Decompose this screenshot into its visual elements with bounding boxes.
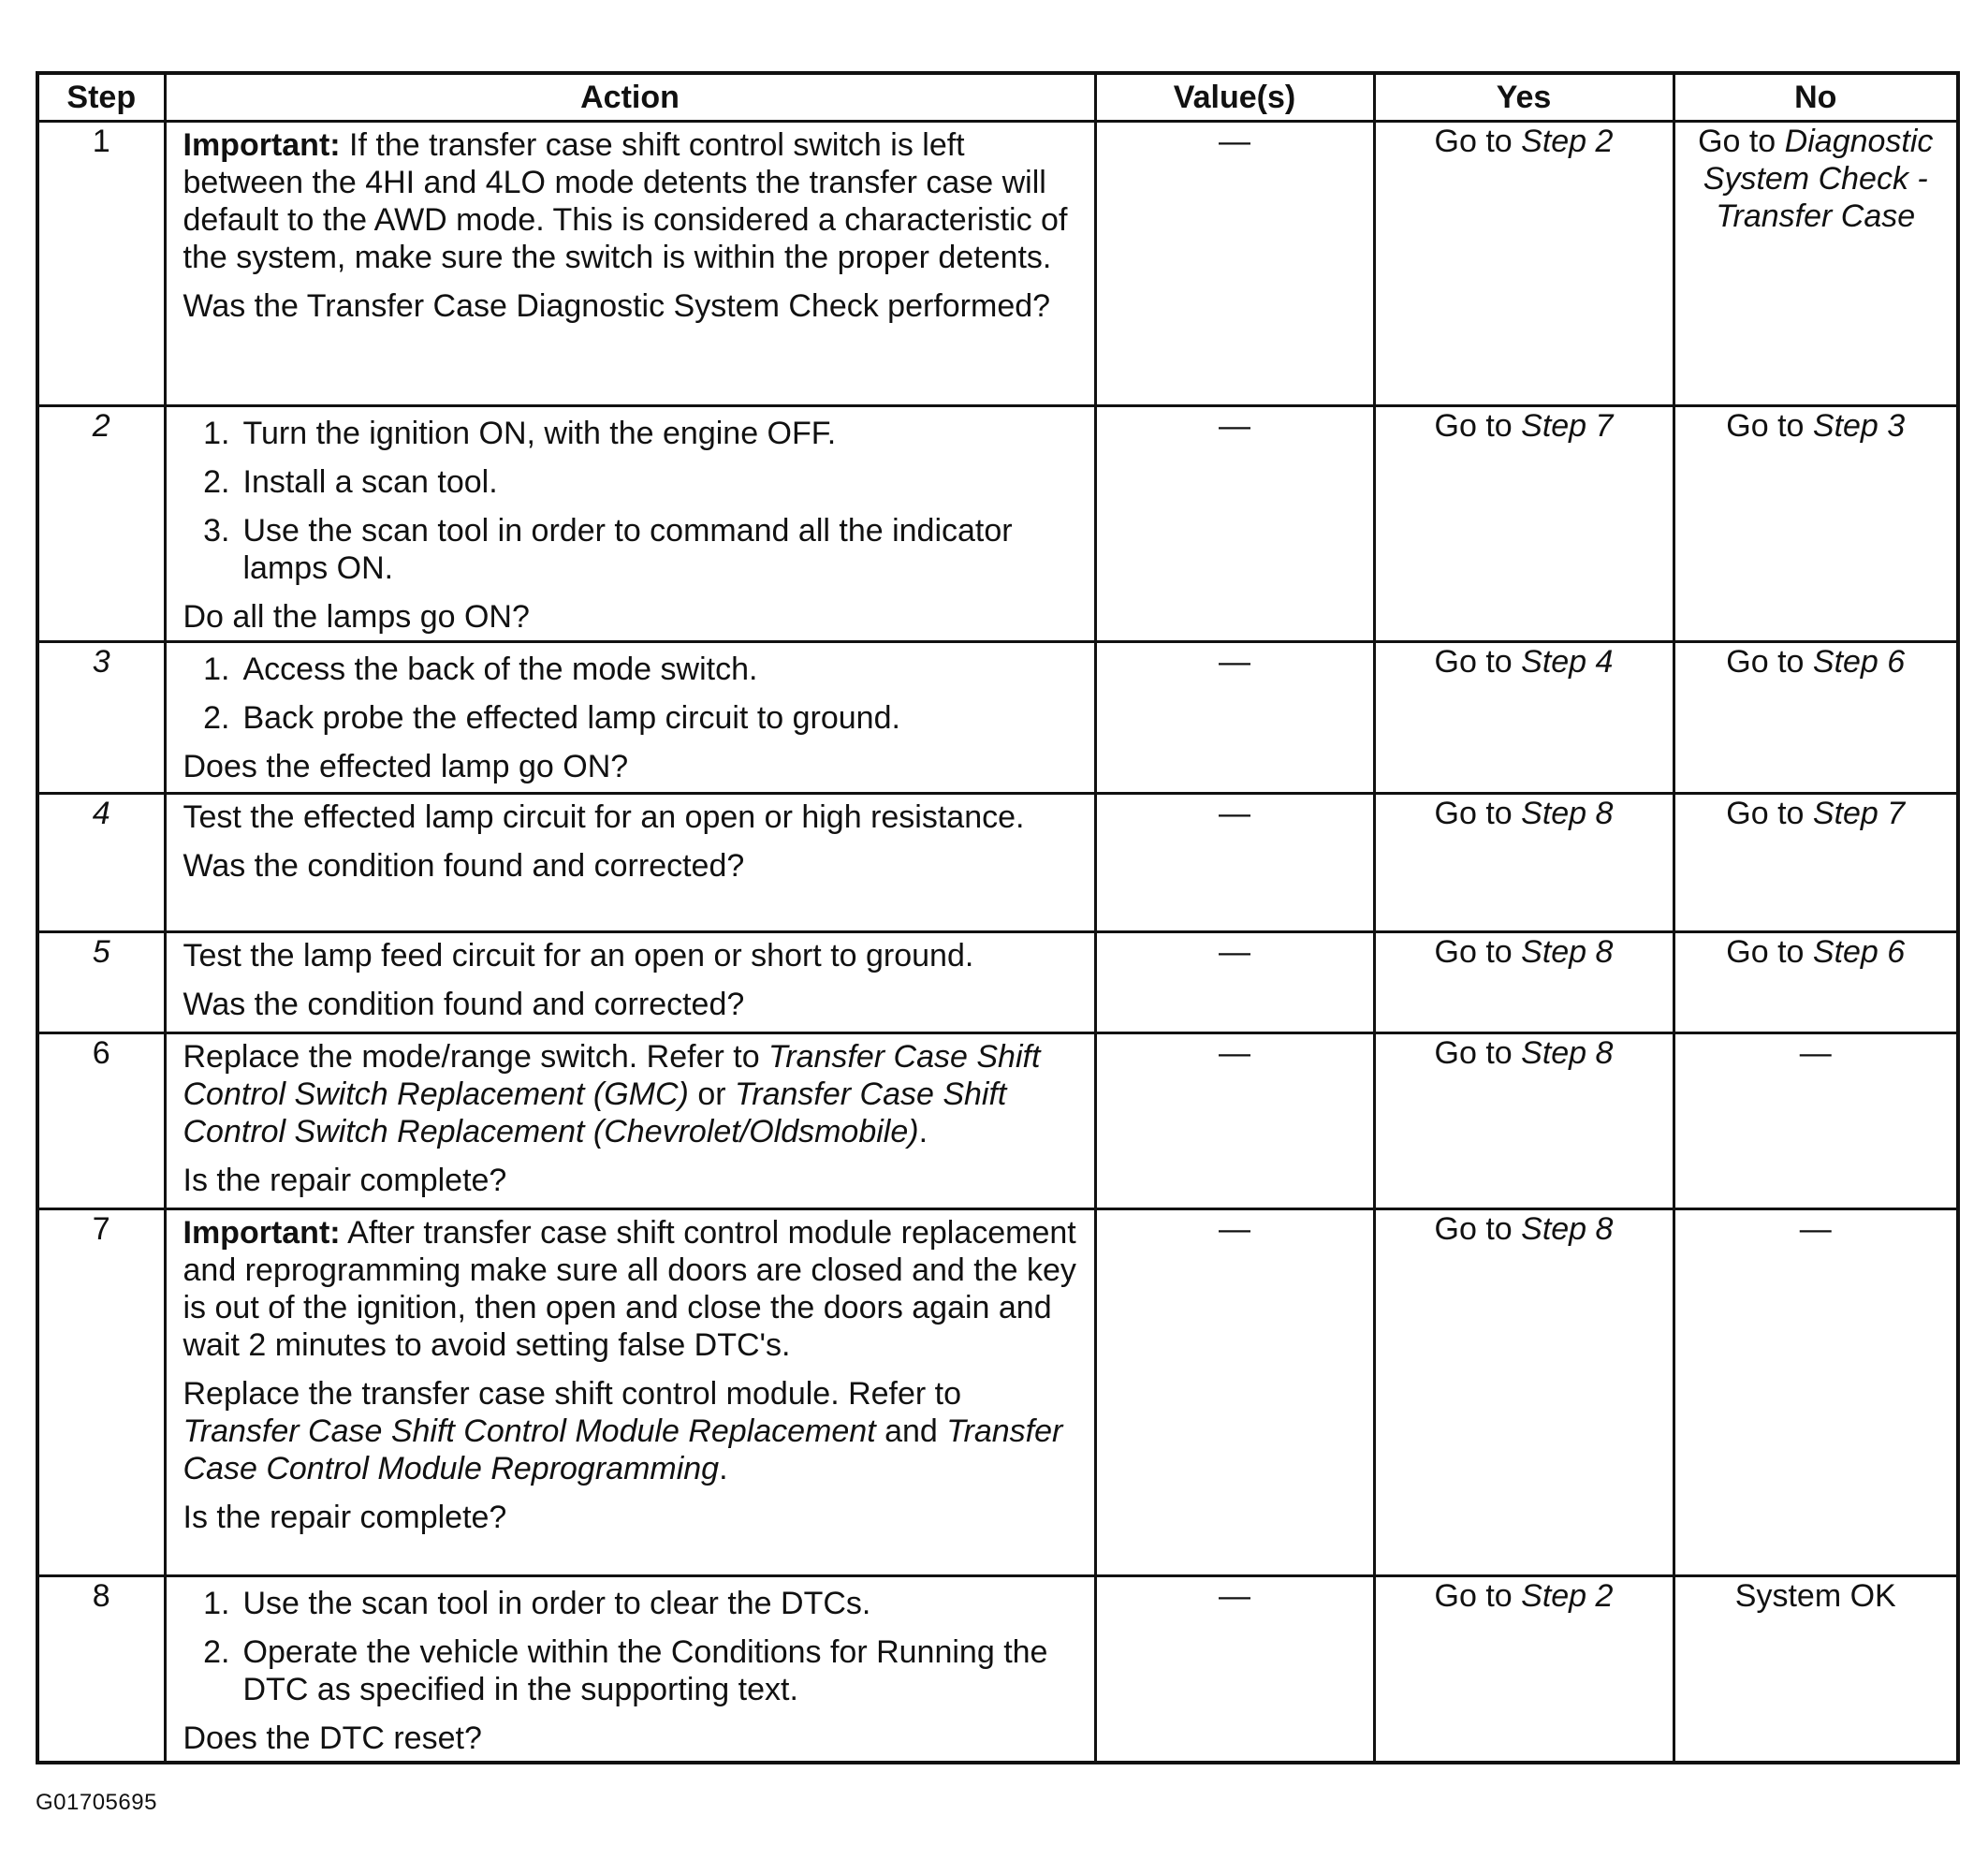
list-item-text: Use the scan tool in order to clear the DTCs.	[242, 1586, 871, 1621]
yes-cell	[1374, 794, 1674, 932]
header-yes: Yes	[1374, 73, 1674, 122]
step-number: 6	[37, 1033, 165, 1209]
yes-step-link[interactable]: Step 2	[1521, 124, 1614, 159]
list-item	[183, 1585, 1085, 1622]
action-cell	[165, 642, 1095, 794]
table-row	[37, 1033, 1958, 1209]
value-cell: —	[1095, 932, 1374, 1033]
action-cell	[165, 1033, 1095, 1209]
action-text-part: .	[719, 1451, 728, 1486]
no-prefix: Go to	[1726, 934, 1813, 970]
step-number: 3	[37, 642, 165, 794]
question: Does the effected lamp go ON?	[183, 749, 629, 784]
list-item-number: 1.	[203, 652, 230, 687]
header-step: Step	[37, 73, 165, 122]
list-item-number: 2.	[203, 464, 230, 500]
header-values: Value(s)	[1095, 73, 1374, 122]
list-item-text: Operate the vehicle within the Conditions for Running the DTC as specified in the supporting text.	[242, 1634, 1048, 1707]
action-text	[183, 1038, 1085, 1150]
reference-link[interactable]: Transfer Case Control Module Reprogramming	[183, 1413, 1063, 1486]
action-text-part: Replace the mode/range switch. Refer to	[183, 1039, 769, 1075]
no-step-link[interactable]: Step 3	[1812, 408, 1906, 444]
yes-step-link[interactable]: Step 8	[1521, 1211, 1614, 1247]
diagnostic-table	[36, 71, 1960, 1764]
no-cell	[1674, 932, 1958, 1033]
no-step-link[interactable]: Diagnostic System Check - Transfer Case	[1703, 124, 1934, 234]
no-cell: —	[1674, 1033, 1958, 1209]
value-cell: —	[1095, 1576, 1374, 1764]
question: Is the repair complete?	[183, 1500, 507, 1535]
action-cell	[165, 932, 1095, 1033]
no-prefix: Go to	[1726, 408, 1813, 444]
list-item-number: 2.	[203, 700, 230, 736]
no-prefix: Go to	[1726, 796, 1813, 831]
question: Was the condition found and corrected?	[183, 848, 745, 884]
figure-id: G01705695	[36, 1790, 157, 1815]
yes-prefix: Go to	[1434, 124, 1522, 159]
action-cell	[165, 1576, 1095, 1764]
step-number: 8	[37, 1576, 165, 1764]
action-text: Test the lamp feed circuit for an open or short to ground.	[183, 938, 974, 974]
reference-link[interactable]: Transfer Case Shift Control Switch Replacement (Chevrolet/Oldsmobile)	[183, 1076, 1007, 1149]
yes-step-link[interactable]: Step 2	[1521, 1578, 1614, 1614]
value-cell: —	[1095, 794, 1374, 932]
yes-prefix: Go to	[1434, 1578, 1522, 1614]
list-item-text: Access the back of the mode switch.	[242, 652, 758, 687]
yes-cell	[1374, 1209, 1674, 1576]
action-text-part: .	[918, 1114, 928, 1149]
step-number: 2	[37, 406, 165, 642]
list-item-text: Turn the ignition ON, with the engine OFF.	[242, 416, 837, 451]
procedure-list	[183, 651, 1085, 737]
list-item	[183, 651, 1085, 688]
no-step-link[interactable]: Step 6	[1812, 644, 1906, 680]
important-text: If the transfer case shift control switch is left between the 4HI and 4LO mode detents the transfer case will default to the AWD mode. This is considered a characteristic of the system, make sure the switch is within the proper detents.	[183, 127, 1068, 275]
header-row	[37, 73, 1958, 122]
table-row	[37, 406, 1958, 642]
value-cell: —	[1095, 1209, 1374, 1576]
yes-cell	[1374, 642, 1674, 794]
action-text: Test the effected lamp circuit for an open or high resistance.	[183, 799, 1025, 835]
no-cell: —	[1674, 1209, 1958, 1576]
no-cell	[1674, 406, 1958, 642]
reference-link[interactable]: Transfer Case Shift Control Module Replacement	[183, 1413, 876, 1449]
list-item-text: Back probe the effected lamp circuit to ground.	[242, 700, 900, 736]
action-text	[183, 1375, 1085, 1487]
important-label: Important:	[183, 127, 341, 163]
no-cell	[1674, 794, 1958, 932]
list-item	[183, 512, 1085, 587]
action-text-part: and	[875, 1413, 947, 1449]
yes-cell	[1374, 406, 1674, 642]
yes-step-link[interactable]: Step 4	[1521, 644, 1614, 680]
yes-cell	[1374, 932, 1674, 1033]
yes-prefix: Go to	[1434, 934, 1522, 970]
list-item-number: 1.	[203, 1586, 230, 1621]
table-row	[37, 122, 1958, 406]
step-number: 7	[37, 1209, 165, 1576]
value-cell: —	[1095, 406, 1374, 642]
table-row	[37, 1209, 1958, 1576]
action-cell	[165, 1209, 1095, 1576]
procedure-list	[183, 1585, 1085, 1708]
list-item-number: 2.	[203, 1634, 230, 1670]
list-item	[183, 699, 1085, 737]
action-text-part: Replace the transfer case shift control module. Refer to	[183, 1376, 962, 1412]
table-row	[37, 932, 1958, 1033]
yes-prefix: Go to	[1434, 1211, 1522, 1247]
no-prefix: Go to	[1698, 124, 1785, 159]
list-item-number: 1.	[203, 416, 230, 451]
yes-prefix: Go to	[1434, 1035, 1522, 1071]
yes-prefix: Go to	[1434, 408, 1522, 444]
value-cell: —	[1095, 1033, 1374, 1209]
list-item	[183, 1633, 1085, 1708]
yes-cell	[1374, 1033, 1674, 1209]
step-number: 4	[37, 794, 165, 932]
reference-link[interactable]: Transfer Case Shift Control Switch Replacement (GMC)	[183, 1039, 1041, 1112]
list-item	[183, 415, 1085, 452]
action-cell	[165, 794, 1095, 932]
no-cell: System OK	[1674, 1576, 1958, 1764]
no-prefix: Go to	[1726, 644, 1813, 680]
list-item-text: Install a scan tool.	[242, 464, 498, 500]
yes-cell	[1374, 1576, 1674, 1764]
no-cell	[1674, 122, 1958, 406]
action-cell	[165, 122, 1095, 406]
list-item-text: Use the scan tool in order to command all the indicator lamps ON.	[242, 513, 1013, 586]
no-step-link[interactable]: Step 7	[1812, 796, 1906, 831]
action-text-part: or	[688, 1076, 736, 1112]
important-note	[183, 1214, 1085, 1364]
procedure-list	[183, 415, 1085, 587]
list-item	[183, 463, 1085, 501]
yes-step-link[interactable]: Step 8	[1521, 934, 1614, 970]
important-label: Important:	[183, 1215, 341, 1251]
header-no: No	[1674, 73, 1958, 122]
question: Do all the lamps go ON?	[183, 599, 530, 635]
step-number: 5	[37, 932, 165, 1033]
yes-prefix: Go to	[1434, 644, 1522, 680]
no-cell	[1674, 642, 1958, 794]
important-text: After transfer case shift control module replacement and reprogramming make sure all doors are closed and the key is out of the ignition, then open and close the doors again and wait 2 minutes to avoid setting false DTC's.	[183, 1215, 1076, 1363]
list-item-number: 3.	[203, 513, 230, 549]
question: Was the Transfer Case Diagnostic System Check performed?	[183, 288, 1051, 324]
table-row	[37, 794, 1958, 932]
value-cell: —	[1095, 642, 1374, 794]
action-cell	[165, 406, 1095, 642]
yes-step-link[interactable]: Step 8	[1521, 796, 1614, 831]
value-cell: —	[1095, 122, 1374, 406]
no-step-link[interactable]: Step 6	[1812, 934, 1906, 970]
question: Does the DTC reset?	[183, 1720, 482, 1756]
header-action: Action	[165, 73, 1095, 122]
yes-step-link[interactable]: Step 8	[1521, 1035, 1614, 1071]
table-row	[37, 642, 1958, 794]
yes-cell	[1374, 122, 1674, 406]
important-note	[183, 126, 1085, 276]
question: Is the repair complete?	[183, 1163, 507, 1198]
yes-step-link[interactable]: Step 7	[1521, 408, 1614, 444]
yes-prefix: Go to	[1434, 796, 1522, 831]
step-number: 1	[37, 122, 165, 406]
question: Was the condition found and corrected?	[183, 987, 745, 1022]
table-row	[37, 1576, 1958, 1764]
